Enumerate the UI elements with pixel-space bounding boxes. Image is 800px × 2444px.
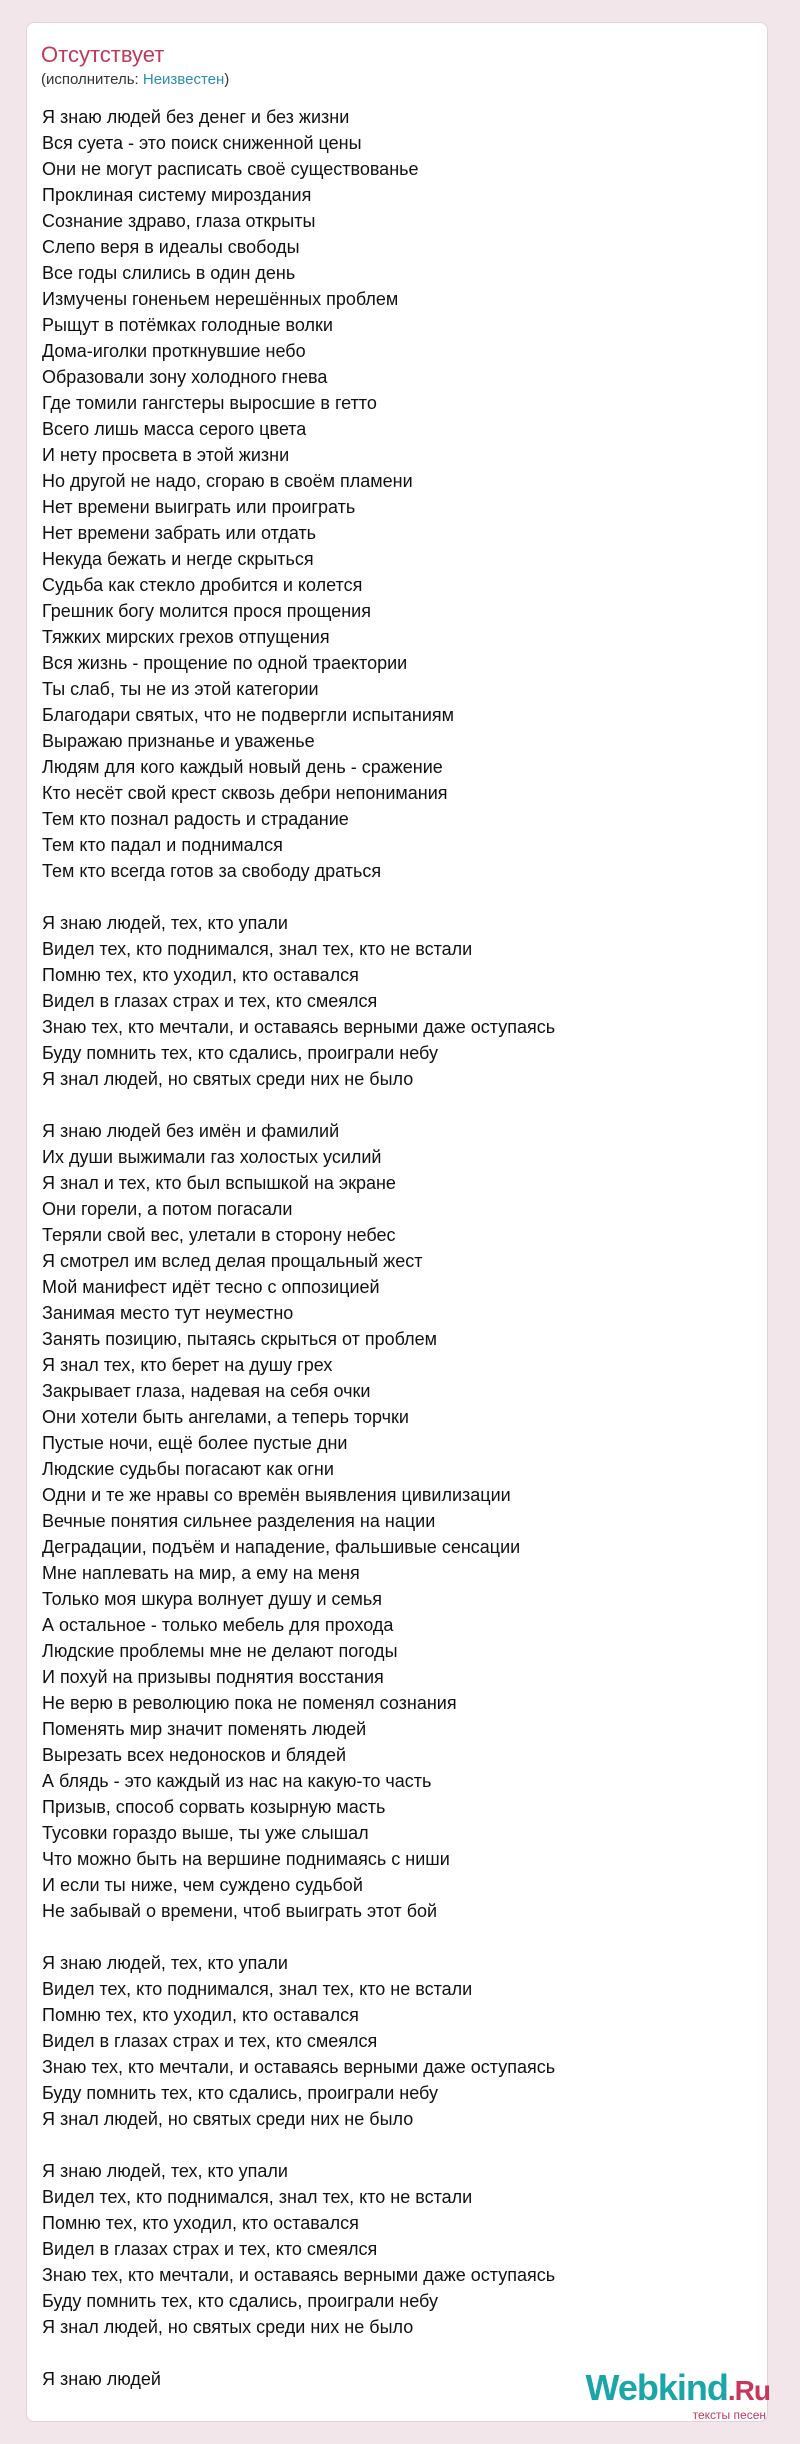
logo-main-text: Webkind: [585, 2367, 728, 2408]
lyric-line: Я знаю людей без имён и фамилий: [42, 1121, 340, 1141]
lyric-line: Помню тех, кто уходил, кто оставался: [42, 965, 359, 985]
lyric-line: Они горели, а потом погасали: [42, 1199, 293, 1219]
lyric-line: Буду помнить тех, кто сдались, проиграли небу: [42, 2083, 438, 2103]
lyric-line: Ты слаб, ты не из этой категории: [42, 679, 319, 699]
lyric-line: А блядь - это каждый из нас на какую-то часть: [42, 1771, 432, 1791]
song-title: Отсутствует: [41, 42, 165, 67]
lyric-line: Все годы слились в один день: [42, 263, 296, 283]
lyric-line: Теряли свой вес, улетали в сторону небес: [42, 1225, 396, 1245]
lyric-line: Я знал и тех, кто был вспышкой на экране: [42, 1173, 396, 1193]
site-logo[interactable]: [586, 2369, 770, 2422]
lyric-line: Дома-иголки проткнувшие небо: [42, 341, 306, 361]
lyric-line: Проклиная систему мироздания: [42, 185, 312, 205]
lyric-line: Я смотрел им вслед делая прощальный жест: [42, 1251, 423, 1271]
lyric-line: Измучены гоненьем нерешённых проблем: [42, 289, 399, 309]
lyric-line: И если ты ниже, чем суждено судьбой: [42, 1875, 363, 1895]
performer-suffix: ): [224, 71, 230, 88]
lyric-line: Знаю тех, кто мечтали, и оставаясь верными даже оступаясь: [42, 1017, 556, 1037]
lyric-line: Но другой не надо, сгораю в своём пламени: [42, 471, 413, 491]
lyric-line: Буду помнить тех, кто сдались, проиграли небу: [42, 1043, 438, 1063]
lyric-line: Деградации, подъём и нападение, фальшивые сенсации: [42, 1537, 521, 1557]
lyric-line: Я знал людей, но святых среди них не было: [42, 1069, 414, 1089]
performer-link[interactable]: Неизвестен: [142, 71, 225, 88]
lyrics-stanza: [42, 1950, 742, 2132]
lyric-line: Не забывай о времени, чтоб выиграть этот бой: [42, 1901, 438, 1921]
lyric-line: Пустые ночи, ещё более пустые дни: [42, 1433, 348, 1453]
lyric-line: Помню тех, кто уходил, кто оставался: [42, 2213, 359, 2233]
lyric-line: Нет времени выиграть или проиграть: [42, 497, 356, 517]
lyrics-text: [42, 104, 742, 2418]
lyric-line: И похуй на призывы поднятия восстания: [42, 1667, 384, 1687]
lyric-line: Сознание здраво, глаза открыты: [42, 211, 316, 231]
lyric-line: Вырезать всех недоносков и блядей: [42, 1745, 347, 1765]
lyric-line: Занять позицию, пытаясь скрыться от проблем: [42, 1329, 437, 1349]
lyric-line: Людские проблемы мне не делают погоды: [42, 1641, 398, 1661]
lyrics-stanza: [42, 910, 742, 1092]
lyrics-stanza: [42, 104, 742, 884]
lyrics-stanza: [42, 1118, 742, 1924]
lyric-line: Выражаю признанье и уваженье: [42, 731, 315, 751]
lyric-line: Судьба как стекло дробится и колется: [42, 575, 363, 595]
lyric-line: Я знаю людей, тех, кто упали: [42, 1953, 288, 1973]
lyric-line: Всего лишь масса серого цвета: [42, 419, 307, 439]
lyric-line: Вся суета - это поиск сниженной цены: [42, 133, 362, 153]
lyric-line: Благодари святых, что не подвергли испытаниям: [42, 705, 455, 725]
lyric-line: Они не могут расписать своё существованье: [42, 159, 419, 179]
lyric-line: Тем кто падал и поднимался: [42, 835, 283, 855]
lyric-line: Мне наплевать на мир, а ему на меня: [42, 1563, 360, 1583]
lyric-line: Людям для кого каждый новый день - сражение: [42, 757, 443, 777]
logo-tagline: тексты песен: [692, 2408, 766, 2422]
lyric-line: Кто несёт свой крест сквозь дебри непонимания: [42, 783, 448, 803]
lyric-line: Они хотели быть ангелами, а теперь торчки: [42, 1407, 409, 1427]
lyric-line: Рыщут в потёмках голодные волки: [42, 315, 333, 335]
lyric-line: Я знал людей, но святых среди них не было: [42, 2317, 414, 2337]
lyric-line: Образовали зону холодного гнева: [42, 367, 328, 387]
lyric-line: Знаю тех, кто мечтали, и оставаясь верными даже оступаясь: [42, 2057, 556, 2077]
lyric-line: Знаю тех, кто мечтали, и оставаясь верными даже оступаясь: [42, 2265, 556, 2285]
logo-wordmark: [586, 2369, 770, 2410]
lyric-line: Что можно быть на вершине поднимаясь с ниши: [42, 1849, 450, 1869]
lyric-line: Видел в глазах страх и тех, кто смеялся: [42, 2239, 378, 2259]
lyric-line: Буду помнить тех, кто сдались, проиграли небу: [42, 2291, 438, 2311]
lyric-line: Закрывает глаза, надевая на себя очки: [42, 1381, 371, 1401]
lyric-line: А остальное - только мебель для прохода: [42, 1615, 394, 1635]
lyric-line: Видел в глазах страх и тех, кто смеялся: [42, 2031, 378, 2051]
lyric-line: Не верю в революцию пока не поменял сознания: [42, 1693, 457, 1713]
performer-prefix: (исполнитель:: [41, 71, 143, 88]
lyric-line: Где томили гангстеры выросшие в гетто: [42, 393, 377, 413]
logo-tld: .Ru: [727, 2375, 770, 2406]
lyric-line: Видел в глазах страх и тех, кто смеялся: [42, 991, 378, 1011]
lyric-line: Людские судьбы погасают как огни: [42, 1459, 334, 1479]
lyric-line: Их души выжимали газ холостых усилий: [42, 1147, 382, 1167]
lyric-line: Занимая место тут неуместно: [42, 1303, 294, 1323]
lyric-line: Я знал людей, но святых среди них не было: [42, 2109, 414, 2129]
lyric-line: Видел тех, кто поднимался, знал тех, кто не встали: [42, 2187, 473, 2207]
lyric-line: Призыв, способ сорвать козырную масть: [42, 1797, 386, 1817]
lyric-line: Только моя шкура волнует душу и семья: [42, 1589, 383, 1609]
lyric-line: Грешник богу молится прося прощения: [42, 601, 371, 621]
lyric-line: Я знаю людей, тех, кто упали: [42, 913, 288, 933]
lyric-line: Тусовки гораздо выше, ты уже слышал: [42, 1823, 369, 1843]
lyric-line: Я знал тех, кто берет на душу грех: [42, 1355, 333, 1375]
lyric-line: Вся жизнь - прощение по одной траектории: [42, 653, 408, 673]
lyric-line: Нет времени забрать или отдать: [42, 523, 317, 543]
lyric-line: Тяжких мирских грехов отпущения: [42, 627, 330, 647]
lyrics-stanza: [42, 2158, 742, 2340]
lyric-line: Одни и те же нравы со времён выявления цивилизации: [42, 1485, 511, 1505]
lyric-line: Видел тех, кто поднимался, знал тех, кто не встали: [42, 939, 473, 959]
lyric-line: Тем кто всегда готов за свободу драться: [42, 861, 382, 881]
lyric-line: Помню тех, кто уходил, кто оставался: [42, 2005, 359, 2025]
lyric-line: Поменять мир значит поменять людей: [42, 1719, 367, 1739]
lyric-line: Тем кто познал радость и страдание: [42, 809, 349, 829]
lyric-line: Я знаю людей, тех, кто упали: [42, 2161, 288, 2181]
lyric-line: Я знаю людей: [42, 2369, 161, 2389]
lyric-line: Некуда бежать и негде скрыться: [42, 549, 314, 569]
lyric-line: Видел тех, кто поднимался, знал тех, кто не встали: [42, 1979, 473, 1999]
lyric-line: Я знаю людей без денег и без жизни: [42, 107, 350, 127]
lyric-line: Слепо веря в идеалы свободы: [42, 237, 300, 257]
lyric-line: И нету просвета в этой жизни: [42, 445, 290, 465]
performer-line: [41, 71, 229, 89]
lyric-line: Вечные понятия сильнее разделения на нации: [42, 1511, 436, 1531]
lyric-line: Мой манифест идёт тесно с оппозицией: [42, 1277, 380, 1297]
